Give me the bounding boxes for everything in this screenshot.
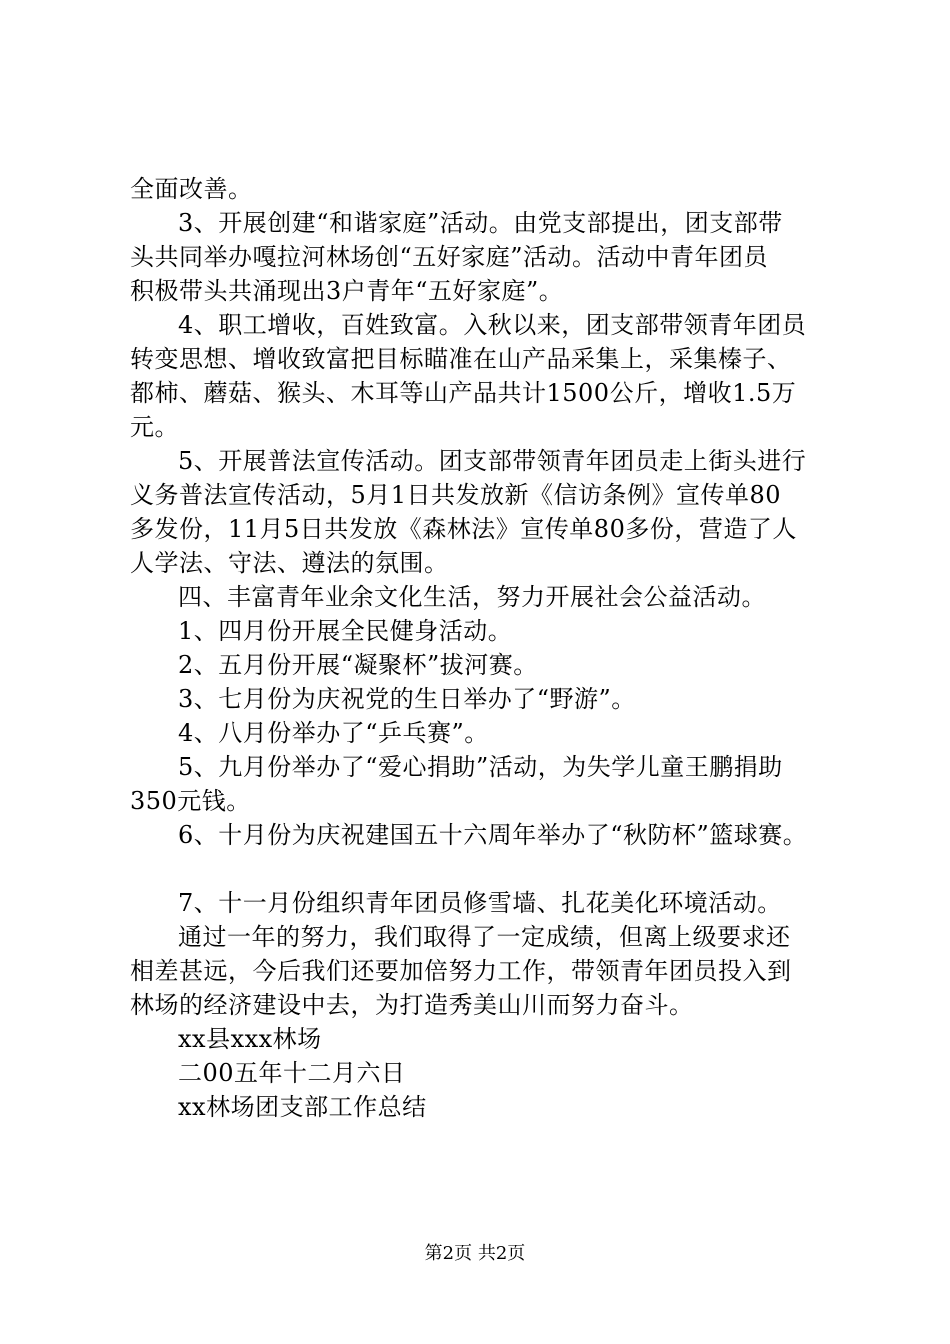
text-line: 义务普法宣传活动，5月1日共发放新《信访条例》宣传单80 xyxy=(130,481,782,509)
paragraph-item-5: 5、开展普法宣传活动。团支部带领青年团员走上街头进行 xyxy=(178,447,807,475)
signature-organization: xx县xxx林场 xyxy=(178,1025,322,1053)
document-body xyxy=(130,172,830,1124)
page-number: 第2页 共2页 xyxy=(424,1243,526,1264)
text-line: 元。 xyxy=(130,413,179,441)
list-item: 3、七月份为庆祝党的生日举办了“野游”。 xyxy=(178,685,636,713)
text-line: 相差甚远，今后我们还要加倍努力工作，带领青年团员投入到 xyxy=(130,957,792,985)
list-item: 7、十一月份组织青年团员修雪墙、扎花美化环境活动。 xyxy=(178,889,782,917)
list-item: 2、五月份开展“凝聚杯”拔河赛。 xyxy=(178,651,538,679)
paragraph-item-3: 3、开展创建“和谐家庭”活动。由党支部提出，团支部带 xyxy=(178,209,783,237)
text-line: 林场的经济建设中去，为打造秀美山川而努力奋斗。 xyxy=(130,991,694,1019)
text-line: 都柿、蘑菇、猴头、木耳等山产品共计1500公斤，增收1.5万 xyxy=(130,379,797,407)
text-line: 全面改善。 xyxy=(130,175,253,203)
text-line: 头共同举办嘎拉河林场创“五好家庭”活动。活动中青年团员 xyxy=(130,243,769,271)
text-line: 人学法、守法、遵法的氛围。 xyxy=(130,549,449,577)
summary-paragraph: 通过一年的努力，我们取得了一定成绩，但离上级要求还 xyxy=(178,923,791,951)
text-line: 多发份，11月5日共发放《森林法》宣传单80多份，营造了人 xyxy=(130,515,797,543)
list-item: 4、八月份举办了“乒乓赛”。 xyxy=(178,719,489,747)
list-item: 6、十月份为庆祝建国五十六周年举办了“秋防杯”篮球赛。 xyxy=(178,821,808,849)
text-line: 转变思想、增收致富把目标瞄准在山产品采集上，采集榛子、 xyxy=(130,345,792,373)
list-item: 1、四月份开展全民健身活动。 xyxy=(178,617,513,645)
text-line: 积极带头共涌现出3户青年“五好家庭”。 xyxy=(130,277,564,305)
paragraph-item-4: 4、职工增收，百姓致富。入秋以来，团支部带领青年团员 xyxy=(178,311,807,339)
document-title-footer: xx林场团支部工作总结 xyxy=(178,1093,427,1121)
section-heading-4: 四、丰富青年业余文化生活，努力开展社会公益活动。 xyxy=(178,583,766,611)
text-line: 350元钱。 xyxy=(130,787,251,815)
list-item: 5、九月份举办了“爱心捐助”活动，为失学儿童王鹏捐助 xyxy=(178,753,783,781)
signature-date: 二00五年十二月六日 xyxy=(178,1059,406,1087)
blank-line xyxy=(130,852,830,886)
